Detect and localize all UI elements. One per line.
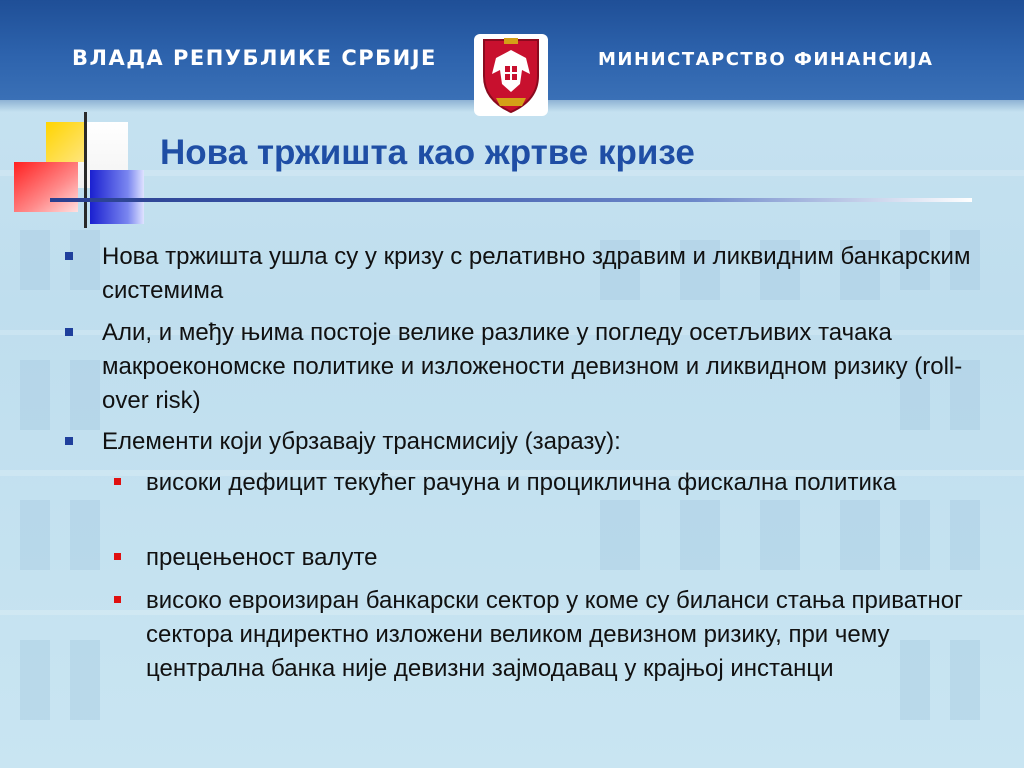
sub-bullet-text: високи дефицит текућег рачуна и проциклична фискална политика bbox=[146, 469, 897, 496]
sub-bullet-text: високо евроизиран банкарски сектор у коме су биланси стања приватног сектора индиректно изложени великом девизном ризику, при чему централна банка није девизни зајмодавац у крајњој инстанци bbox=[146, 587, 963, 682]
sub-bullet-marker-icon bbox=[114, 478, 121, 485]
title-underline bbox=[50, 198, 972, 202]
bullet-text: Нова тржишта ушла су у кризу с релативно здравим и ликвидним банкарским системима bbox=[102, 243, 971, 304]
sub-bullet-text: прецењеност валуте bbox=[146, 544, 378, 571]
bullet-marker-icon bbox=[65, 437, 73, 445]
slide-title: Нова тржишта као жртве кризе bbox=[160, 133, 695, 172]
bullet-item bbox=[102, 425, 982, 459]
sub-bullet-item bbox=[146, 584, 976, 686]
government-name: ВЛАДА РЕПУБЛИКЕ СРБИЈЕ bbox=[72, 46, 437, 70]
sub-bullet-item bbox=[146, 466, 976, 500]
serbian-coat-of-arms-icon bbox=[474, 34, 548, 116]
decorative-squares bbox=[0, 100, 160, 240]
bullet-text: Али, и међу њима постоје велике разлике у погледу осетљивих тачака макроекономске политике и изложености девизном и ликвидном ризику (roll-over risk) bbox=[102, 319, 963, 414]
bullet-item bbox=[102, 316, 982, 418]
bullet-item bbox=[102, 240, 982, 308]
bullet-marker-icon bbox=[65, 328, 73, 336]
sub-bullet-item bbox=[146, 541, 976, 575]
bullet-marker-icon bbox=[65, 252, 73, 260]
ministry-name: МИНИСТАРСТВО ФИНАНСИЈА bbox=[598, 49, 934, 70]
sub-bullet-marker-icon bbox=[114, 553, 121, 560]
bullet-text: Елементи који убрзавају трансмисију (заразу): bbox=[102, 428, 621, 455]
sub-bullet-marker-icon bbox=[114, 596, 121, 603]
